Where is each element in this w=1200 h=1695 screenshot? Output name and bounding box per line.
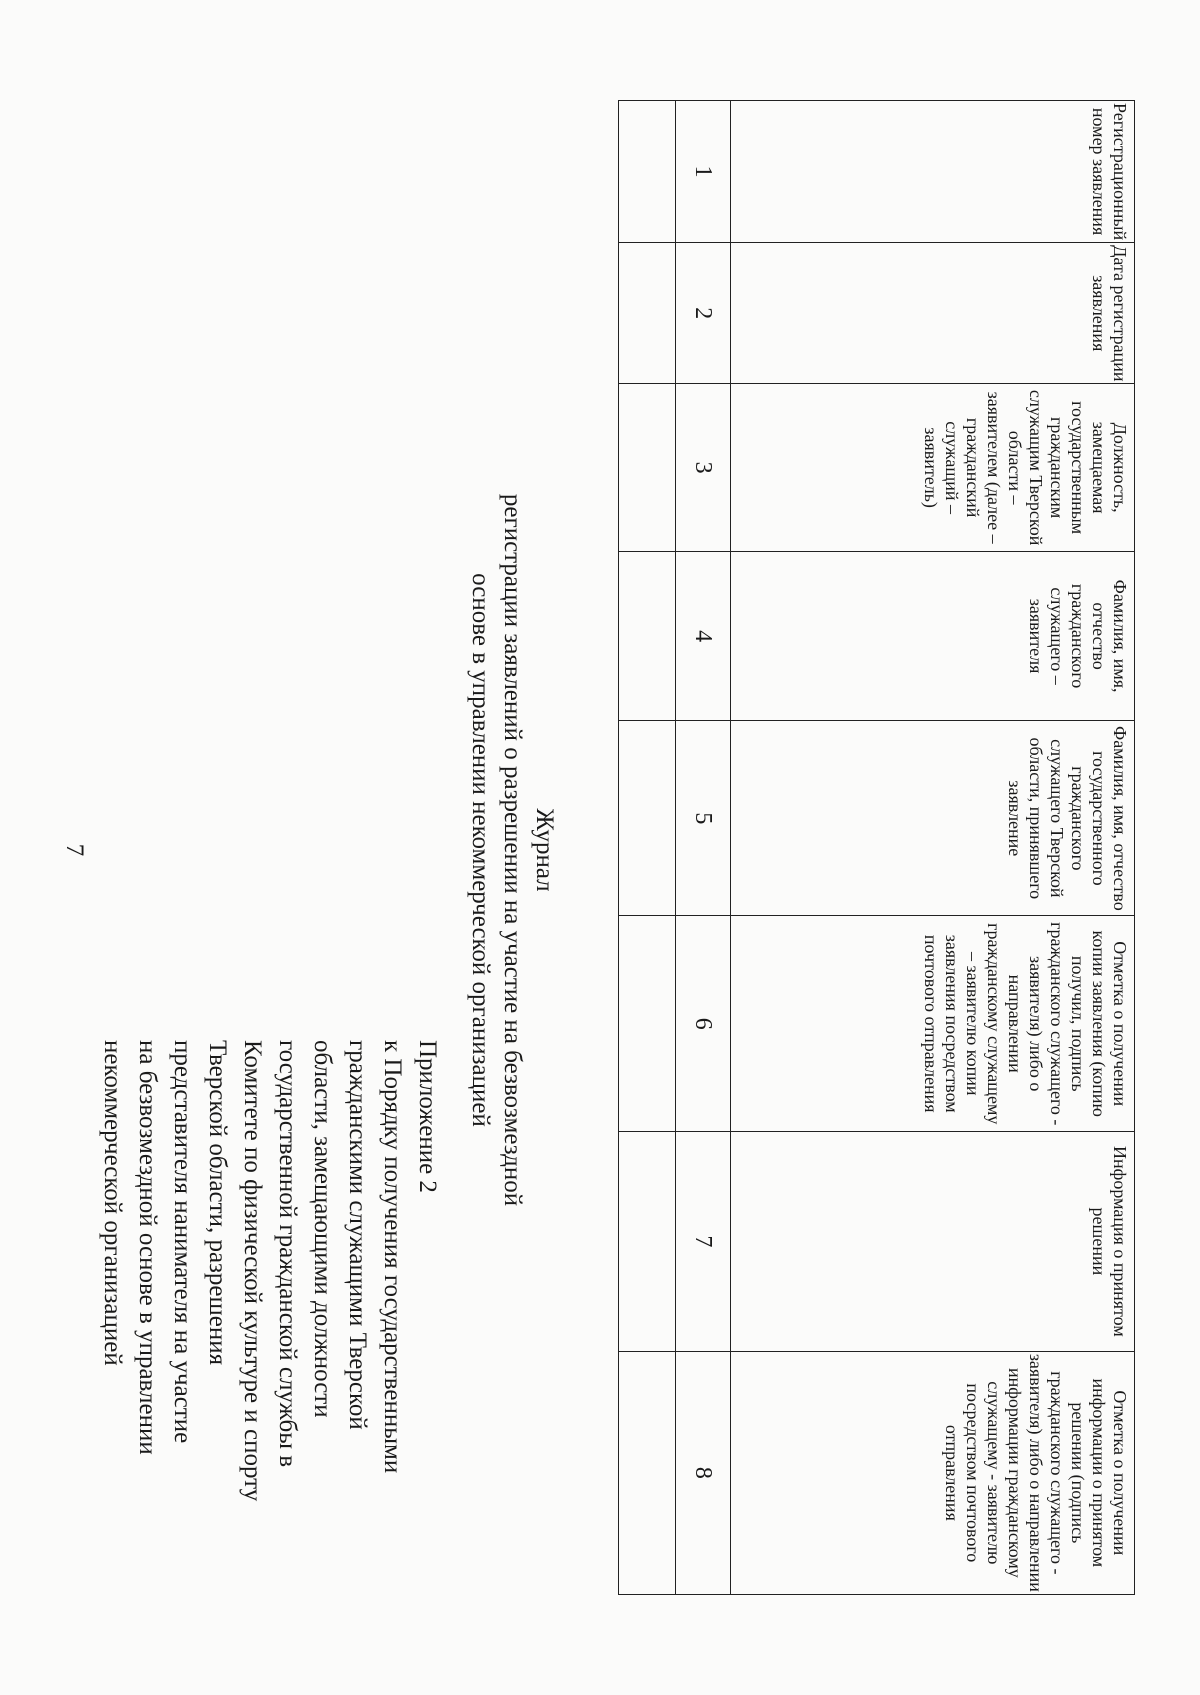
empty-cell <box>619 551 676 721</box>
column-number: 2 <box>676 243 731 384</box>
appendix-line: Комитете по физической культуре и спорту <box>239 1040 266 1502</box>
header-decision-info: Информация о принятом решении <box>731 1132 1135 1352</box>
empty-cell <box>619 101 676 243</box>
appendix-line: области, замещающими должности <box>309 1040 336 1418</box>
appendix-line: гражданскими служащими Тверской <box>344 1040 371 1430</box>
empty-cell <box>619 384 676 551</box>
registration-table <box>618 100 1135 1595</box>
header-registration-number: Регистрационный номер заявления <box>731 101 1135 243</box>
column-number: 6 <box>676 916 731 1132</box>
column-number: 3 <box>676 384 731 551</box>
header-row <box>731 101 1135 1595</box>
journal-subtitle: основе в управлении некоммерческой организацией <box>467 573 494 1127</box>
column-number: 8 <box>676 1351 731 1594</box>
appendix-line: Тверской области, разрешения <box>204 1040 231 1366</box>
column-number-row <box>676 101 731 1595</box>
journal-subtitle: регистрации заявлений о разрешении на участие на безвозмездной <box>499 493 526 1207</box>
journal-heading <box>464 80 560 1620</box>
column-number: 4 <box>676 551 731 721</box>
empty-cell <box>619 916 676 1132</box>
header-registration-date: Дата регистрации заявления <box>731 243 1135 384</box>
page-number: 7 <box>61 843 88 857</box>
appendix-line: к Порядку получения государственными <box>379 1040 406 1474</box>
column-number: 7 <box>676 1132 731 1352</box>
empty-cell <box>619 721 676 916</box>
empty-row <box>619 101 676 1595</box>
column-number: 1 <box>676 101 731 243</box>
header-copy-receipt-mark: Отметка о получении копии заявления (копию получил, подпись гражданского служащего - заявителя) либо о направлении гражданскому служащему – заявителю копии заявления посредством почтового отправления <box>731 916 1135 1132</box>
empty-cell <box>619 243 676 384</box>
journal-title: Журнал <box>531 808 558 892</box>
appendix-line: Приложение 2 <box>414 1040 441 1193</box>
header-applicant-name: Фамилия, имя, отчество гражданского служащего – заявителя <box>731 551 1135 721</box>
header-decision-receipt-mark: Отметка о получении информации о принятом решении (подпись гражданского служащего - заявителя) либо о направлении информации гражданскому служащему - заявителю посредством почтового отправления <box>731 1351 1135 1594</box>
empty-cell <box>619 1132 676 1352</box>
appendix-line: некоммерческой организацией <box>99 1040 126 1366</box>
appendix-line: на безвозмездной основе в управлении <box>134 1040 161 1455</box>
header-position: Должность, замещаемая государственным гражданским служащим Тверской области – заявителем (далее – гражданский служащий – заявитель) <box>731 384 1135 551</box>
appendix-line: представителя нанимателя на участие <box>169 1040 196 1444</box>
column-number: 5 <box>676 721 731 916</box>
appendix-line: государственной гражданской службы в <box>274 1040 301 1468</box>
appendix-block <box>95 1040 445 1680</box>
empty-cell <box>619 1351 676 1594</box>
header-receiver-name: Фамилия, имя, отчество государственного гражданского служащего Тверской области, принявшего заявление <box>731 721 1135 916</box>
